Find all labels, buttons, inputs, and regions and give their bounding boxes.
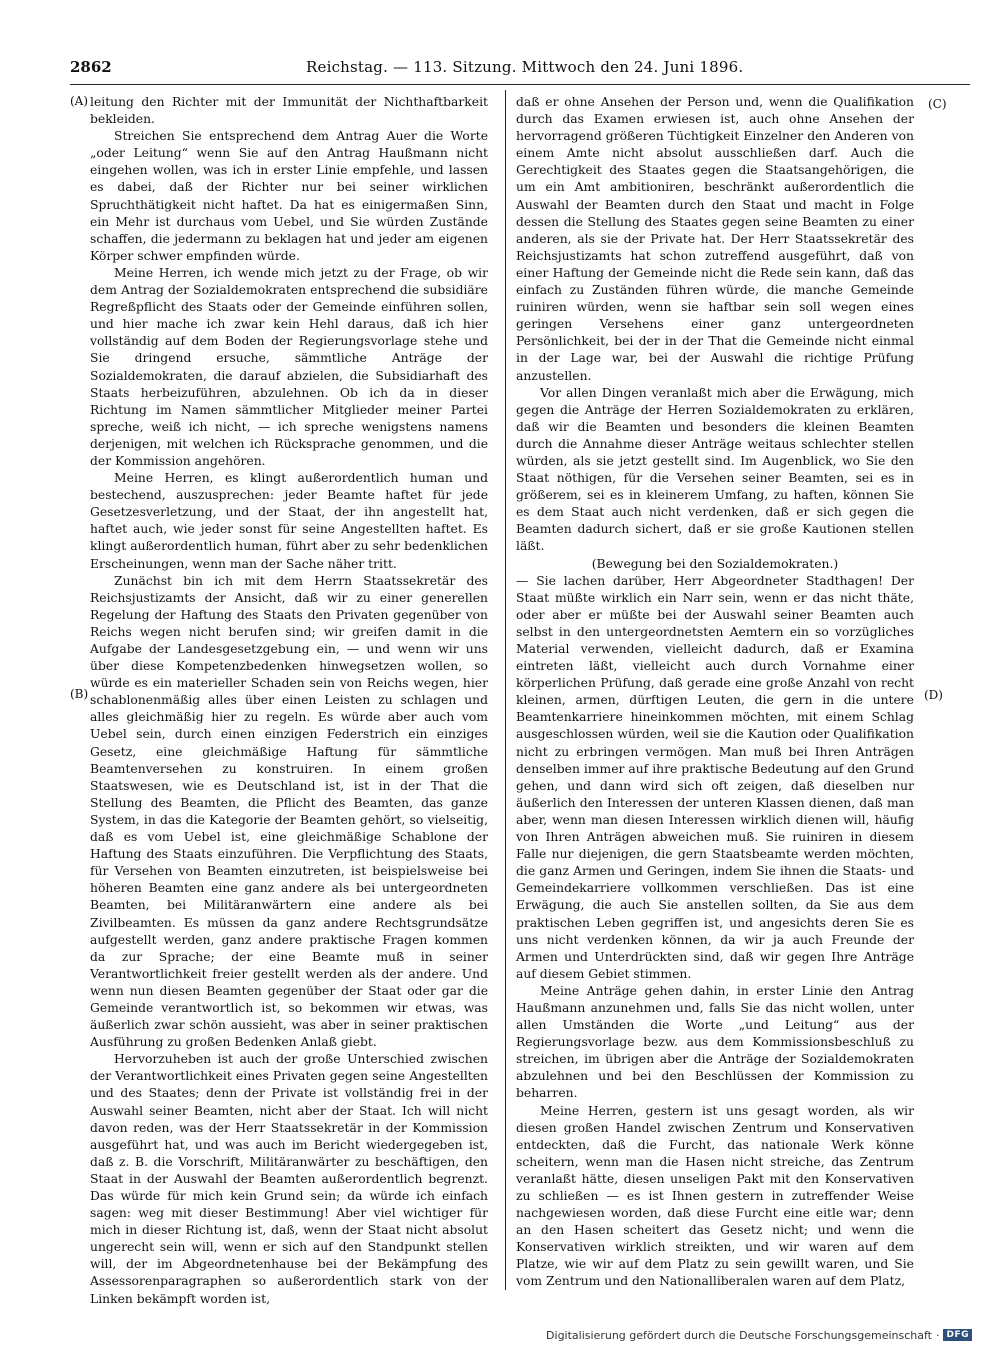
margin-label-d: (D) bbox=[924, 688, 943, 702]
page-number: 2862 bbox=[70, 58, 112, 76]
paragraph: Vor allen Dingen veranlaßt mich aber die Erwägung, mich gegen die Anträge der Herren Sozialdemokraten zu erklären, daß wir die Beamten und besonders die kleinen Beamten durch die Annahme dieser Anträge weitaus schlechter stellen würden, als sie jetzt gestellt sind. Im Augenblick, wo Sie den Staat nöthigen, für die Versehen seiner Beamten, sei es in größerem, sei es in kleinerem Umfang, zu haften, können Sie es dem Staat auch nicht verdenken, daß er sich gegen die Beamten dadurch sichert, daß er sie große Kautionen stellen läßt. bbox=[516, 385, 914, 554]
paragraph: daß er ohne Ansehen der Person und, wenn die Qualifikation durch das Examen erwiesen ist, auch ohne Ansehen der hervorragend größeren Tüchtigkeit Einzelner den Anderen von einem Amte nicht absolut ausschließen darf. Auch die Gerechtigkeit des Staates gegen die Staatsangehörigen, die um ein Amt ambitioniren, beschränkt außerordentlich die Auswahl der Beamten durch den Staat und macht in Folge dessen die Stellung des Staates gegen seine Beamten zu einer anderen, als sie der Private hat. Der Herr Staatssekretär des Reichsjustizamts hat schon zutreffend ausgeführt, daß von einer Haftung der Gemeinde nicht die Rede sein kann, daß das einfach zu Zuständen führen würde, die manche Gemeinde ruiniren würden, wenn sie haftbar sein soll wegen eines geringen Versehens einer ganz untergeordneten Persönlichkeit, bei der in der That die Gemeinde nicht einmal in der Lage war, bei der Auswahl die richtige Prüfung anzustellen. bbox=[516, 95, 914, 383]
paragraph: Meine Herren, gestern ist uns gesagt worden, als wir diesen großen Handel zwischen Zentrum und Konservativen entdeckten, daß die Furcht, das nationale Werk könne scheitern, wenn man die Hasen nicht streiche, das Zentrum veranlaßt hätte, diesen unseligen Pakt mit den Konservativen zu schließen — es ist Ihnen gestern in zutreffender Weise nachgewiesen worden, daß diese Furcht eine eitle war; denn an den Hasen scheitert das Gesetz nicht; und wenn die Konservativen wirklich streikten, und wir waren auf dem Platze, wie wir auf dem Platz zu sein gewillt waren, und Sie vom Zentrum und den Nationalliberalen waren auf dem Platz, bbox=[516, 1103, 914, 1289]
paragraph: Zunächst bin ich mit dem Herrn Staatssekretär des Reichsjustizamts der Ansicht, daß wir zu einer generellen Regelung der Haftung des Staats den Privaten gegenüber von Reichs wegen nicht berufen sind; wir greifen damit in die Aufgabe der Landesgesetzgebung ein, — und wenn wir uns über diese Kompetenzbedenken hinwegsetzen wollen, so würde es ein materieller Schaden sein von Reichs wegen, hier schablonenmäßig alles über einen Leisten zu schlagen und alles gleichmäßig hier zu regeln. Es würde aber auch vom Uebel sein, durch einen einzigen Federstrich ein einziges Gesetz, eine gleichmäßige Haftung für sämmtliche Beamtenversehen zu konstruiren. In einem großen Staatswesen, wie es Deutschland ist, ist in der That die Stellung des Beamten, die Pflicht des Beamten, das ganze System, in das die Kategorie der Beamten gehört, so vielseitig, daß es vom Uebel ist, eine gleichmäßige Schablone der Haftung des Staats einzuführen. Die Verpflichtung des Staats, für Versehen von Beamten einzutreten, ist beispielsweise bei höheren Beamten eine ganz andere als bei untergeordneten Beamten, bei Militäranwärtern eine andere als bei Zivilbeamten. Es müssen da ganz andere Rechtsgrundsätze aufgestellt werden, ganz andere praktische Fragen kommen da zur Sprache; der eine Beamte muß in seiner Verantwortlichkeit freier gestellt werden als der andere. Und wenn nun diesen Beamten gegenüber der Staat oder gar die Gemeinde verantwortlich ist, so bekommen wir etwas, was äußerlich zwar schön aussieht, was aber in seiner praktischen Ausführung zu großen Bedenken Anlaß giebt. bbox=[90, 573, 488, 1050]
digitization-footer: Digitalisierung gefördert durch die Deutsche Forschungsgemeinschaft · DFG bbox=[546, 1326, 972, 1344]
dfg-logo: DFG bbox=[943, 1329, 972, 1341]
footer-text: Digitalisierung gefördert durch die Deutsche Forschungsgemeinschaft bbox=[546, 1328, 932, 1342]
running-head: Reichstag. — 113. Sitzung. Mittwoch den 24. Juni 1896. bbox=[306, 58, 744, 76]
margin-label-b: (B) bbox=[70, 687, 89, 701]
column-divider bbox=[505, 90, 506, 1290]
page-header bbox=[70, 58, 970, 82]
margin-label-a: (A) bbox=[70, 94, 89, 108]
margin-label-c: (C) bbox=[928, 97, 947, 111]
header-rule bbox=[70, 84, 970, 85]
paragraph: — Sie lachen darüber, Herr Abgeordneter Stadthagen! Der Staat müßte wirklich ein Narr sein, wenn er das nicht thäte, oder aber er müßte bei der Auswahl seiner Beamten auch selbst in den untergeordnetsten Aemtern ein so vorzügliches Material verwenden, vielleicht dadurch, daß er Examina eintreten läßt, vielleicht auch durch Vornahme einer körperlichen Prüfung, daß gerade eine große Anzahl von recht kleinen, armen, dürftigen Leuten, die gern in die untere Beamtenkarriere hineinkommen möchten, mit einem Schlag ausgeschlossen würden, weil sie die Kaution oder Qualifikation nicht zu erbringen vermögen. Man muß bei Ihren Anträgen denselben immer auf ihre praktische Bedeutung auf den Grund gehen, und dann wird sich oft zeigen, daß dieselben nur äußerlich den Interessen der unteren Klassen dienen, daß man aber, wenn man diesen Interessen wirklich dienen will, häufig von Ihren Anträgen abweichen muß. Sie ruiniren in diesem Falle nur diejenigen, die gern Staatsbeamte werden möchten, die ganz Armen und Geringen, indem Sie ihnen die Staats- und Gemeindekarriere vollkommen verschließen. Das ist eine Erwägung, die auch Sie anstellen sollten, da Sie aus dem praktischen Leben gegriffen ist, und angesichts deren Sie es uns nicht verdenken können, da wir ja auch Freunde der Armen und Unterdrückten sind, daß wir gegen Ihre Anträge auf diesem Gebiet stimmen. bbox=[516, 573, 914, 981]
paragraph: Meine Herren, ich wende mich jetzt zu der Frage, ob wir dem Antrag der Sozialdemokraten entsprechend die subsidiäre Regreßpflicht des Staats oder der Gemeinde einführen sollen, und hier mache ich zwar kein Hehl daraus, daß ich hier vollständig auf dem Boden der Regierungsvorlage stehe und Sie dringend ersuche, sämmtliche Anträge der Sozialdemokraten, die darauf abzielen, die Subsidiarhaft des Staats herbeizuführen, abzulehnen. Ob ich da in dieser Richtung im Namen sämmtlicher Mitglieder meiner Partei spreche, weiß ich nicht, — ich spreche wenigstens namens derjenigen, mit welchen ich Rücksprache genommen, und die der Kommission angehören. bbox=[90, 265, 488, 468]
paragraph: Meine Anträge gehen dahin, in erster Linie den Antrag Haußmann anzunehmen und, falls Sie das nicht wollen, unter allen Umständen die Worte „und Leitung“ aus der Regierungsvorlage bezw. aus dem Kommissionsbeschluß zu streichen, im übrigen aber die Anträge der Sozialdemokraten abzulehnen und bei den Beschlüssen der Kommission zu beharren. bbox=[516, 983, 914, 1101]
paragraph: Hervorzuheben ist auch der große Unterschied zwischen der Verantwortlichkeit eines Privaten gegen seine Angestellten und des Staates; denn der Private ist vollständig frei in der Auswahl seiner Beamten, nicht aber der Staat. Ich will nicht davon reden, was der Herr Staatssekretär in der Kommission ausgeführt hat, und was auch im Bericht wiedergegeben ist, daß z. B. die Vorschrift, Militäranwärter zu beschäftigen, den Staat in der Auswahl der Beamten außerordentlich begrenzt. Das würde für mich kein Grund sein; da würde ich einfach sagen: weg mit dieser Bestimmung! Aber viel wichtiger für mich in dieser Richtung ist, daß, wenn der Staat nicht absolut ungerecht sein will, wenn er sich auf den Standpunkt stellen will, der im Abgeordnetenhause bei der Bekämpfung des Assessorenparagraphen so außerordentlich stark von der Linken bekämpft worden ist, bbox=[90, 1052, 488, 1306]
interjection: (Bewegung bei den Sozialdemokraten.) bbox=[591, 556, 839, 571]
paragraph: Streichen Sie entsprechend dem Antrag Auer die Worte „oder Leitung“ wenn Sie auf den Antrag Haußmann nicht eingehen wollen, was ich in erster Linie empfehle, und lassen es dabei, daß der Richter nur bei seiner wirklichen Spruchthätigkeit nicht haftet. Da hat es einigermaßen Sinn, ein Mehr ist durchaus vom Uebel, und Sie würden Zustände schaffen, die jedermann zu beklagen hat und jeder am eigenen Körper schwer empfinden würde. bbox=[90, 129, 488, 263]
right-column bbox=[516, 94, 914, 1291]
paragraph: Meine Herren, es klingt außerordentlich human und bestechend, auszusprechen: jeder Beamte haftet für jede Gesetzesverletzung, und der Staat, der ihn angestellt hat, haftet auch, wie jeder sonst für seine Angestellten haftet. Es klingt außerordentlich human, führt aber zu sehr bedenklichen Erscheinungen, wenn man der Sache näher tritt. bbox=[90, 471, 488, 571]
left-column bbox=[90, 94, 488, 1308]
paragraph: leitung den Richter mit der Immunität der Nichthaftbarkeit bekleiden. bbox=[90, 95, 488, 127]
